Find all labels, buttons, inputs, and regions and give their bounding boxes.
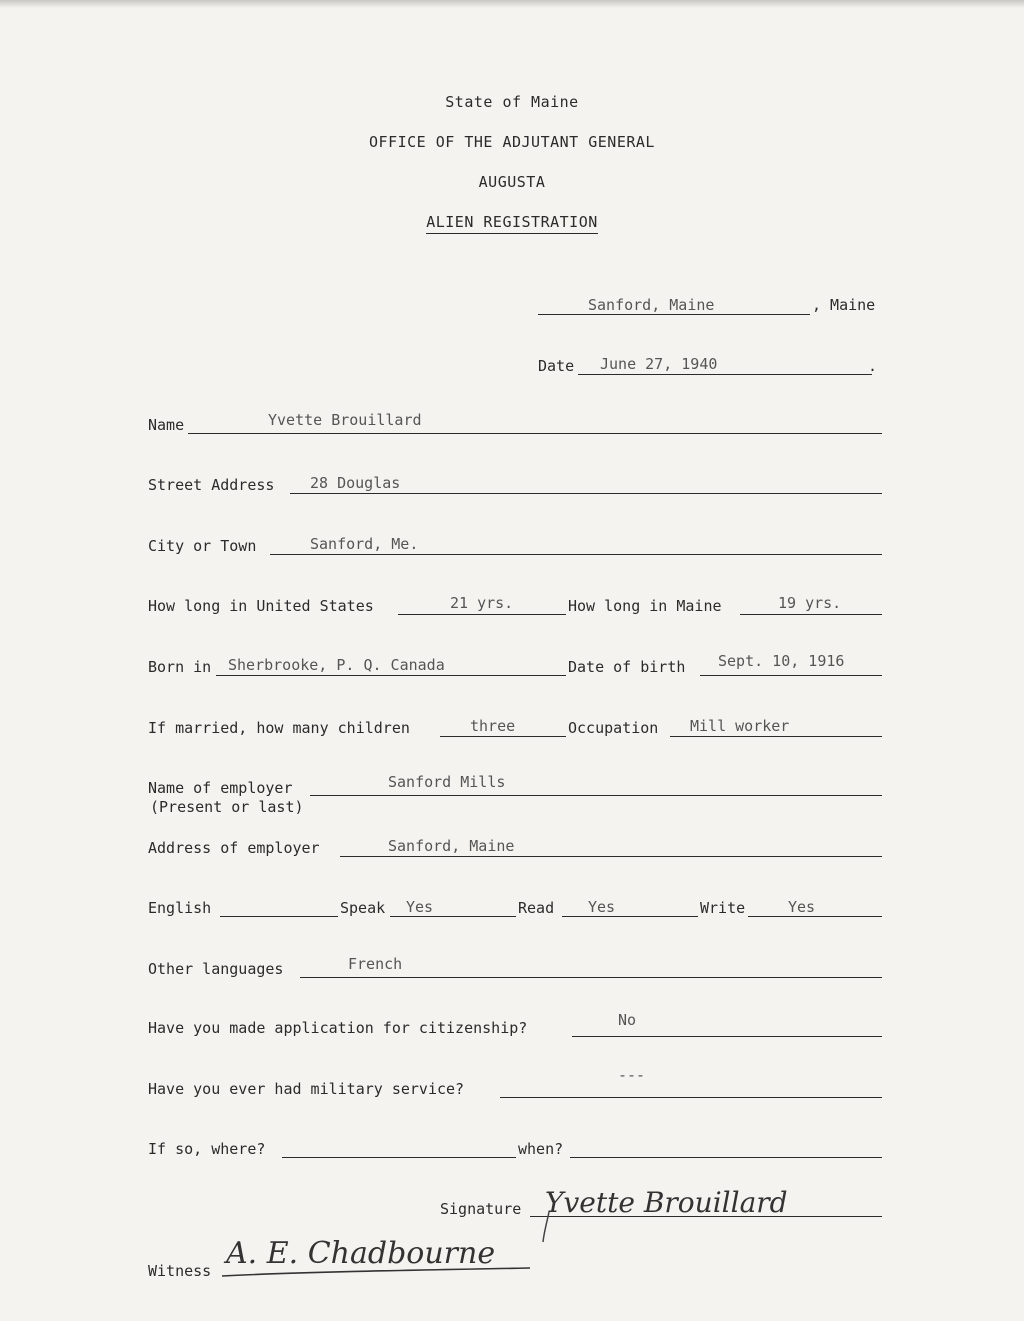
- born-in-label: Born in: [148, 658, 212, 676]
- occupation-value: Mill worker: [690, 717, 790, 735]
- employer-value: Sanford Mills: [388, 773, 506, 791]
- scan-edge: [0, 0, 1024, 8]
- military-label: Have you ever had military service?: [148, 1080, 465, 1098]
- maine-years-value: 19 yrs.: [778, 594, 842, 612]
- employer-address-line: [340, 856, 882, 857]
- when-label: when?: [518, 1140, 564, 1158]
- children-value: three: [470, 717, 516, 735]
- read-value: Yes: [588, 898, 616, 916]
- where-label: If so, where?: [148, 1140, 266, 1158]
- write-line: [748, 916, 882, 917]
- name-label: Name: [148, 416, 185, 434]
- employer-sublabel: (Present or last): [150, 798, 304, 816]
- witness-label: Witness: [148, 1262, 212, 1280]
- read-label: Read: [518, 899, 555, 917]
- maine-years-line: [740, 614, 882, 615]
- us-years-label: How long in United States: [148, 597, 374, 615]
- born-in-line: [216, 675, 566, 676]
- speak-value: Yes: [406, 898, 434, 916]
- speak-line: [390, 916, 516, 917]
- street-value: 28 Douglas: [310, 474, 401, 492]
- date-value: June 27, 1940: [600, 355, 718, 373]
- city-label: City or Town: [148, 537, 257, 555]
- employer-address-label: Address of employer: [148, 839, 320, 857]
- witness-underline: [218, 1262, 538, 1288]
- occupation-line: [670, 736, 882, 737]
- us-years-line: [398, 614, 566, 615]
- form-title-text: ALIEN REGISTRATION: [426, 213, 598, 234]
- city-line: [270, 554, 882, 555]
- where-line: [282, 1157, 516, 1158]
- city-value: Sanford, Me.: [310, 535, 419, 553]
- header-office: OFFICE OF THE ADJUTANT GENERAL: [369, 133, 655, 151]
- write-label: Write: [700, 899, 746, 917]
- citizenship-value: No: [618, 1011, 637, 1029]
- date-line: [578, 374, 872, 375]
- children-label: If married, how many children: [148, 719, 410, 737]
- when-line: [570, 1157, 882, 1158]
- other-languages-value: French: [348, 955, 403, 973]
- read-line: [562, 916, 698, 917]
- citizenship-label: Have you made application for citizenship?: [148, 1019, 528, 1037]
- employer-label: Name of employer: [148, 779, 293, 797]
- street-label: Street Address: [148, 476, 275, 494]
- speak-label: Speak: [340, 899, 386, 917]
- employer-line: [310, 795, 882, 796]
- date-label: Date: [538, 357, 575, 375]
- signature-descender-mark: [535, 1208, 575, 1248]
- birth-date-label: Date of birth: [568, 658, 686, 676]
- birth-date-value: Sept. 10, 1916: [718, 652, 845, 670]
- military-value: ---: [618, 1066, 646, 1084]
- other-languages-line: [300, 977, 882, 978]
- place-suffix: , Maine: [812, 296, 876, 314]
- name-line: [188, 433, 882, 434]
- birth-date-line: [700, 675, 882, 676]
- english-label: English: [148, 899, 212, 917]
- street-line: [290, 493, 882, 494]
- header-state: State of Maine: [445, 93, 579, 111]
- children-line: [440, 736, 566, 737]
- us-years-value: 21 yrs.: [450, 594, 514, 612]
- signature-label: Signature: [440, 1200, 522, 1218]
- citizenship-line: [572, 1036, 882, 1037]
- signature-value: Yvette Brouillard: [545, 1186, 788, 1219]
- place-line: [538, 314, 810, 315]
- occupation-label: Occupation: [568, 719, 659, 737]
- write-value: Yes: [788, 898, 816, 916]
- maine-years-label: How long in Maine: [568, 597, 722, 615]
- employer-address-value: Sanford, Maine: [388, 837, 515, 855]
- date-end: .: [868, 357, 878, 375]
- born-in-value: Sherbrooke, P. Q. Canada: [228, 656, 445, 674]
- place-value: Sanford, Maine: [588, 296, 715, 314]
- english-line: [220, 916, 338, 917]
- other-languages-label: Other languages: [148, 960, 284, 978]
- form-title: [0, 213, 1024, 231]
- name-value: Yvette Brouillard: [268, 411, 422, 429]
- header-city: AUGUSTA: [478, 173, 546, 191]
- military-line: [500, 1097, 882, 1098]
- witness-value: A. E. Chadbourne: [226, 1236, 496, 1271]
